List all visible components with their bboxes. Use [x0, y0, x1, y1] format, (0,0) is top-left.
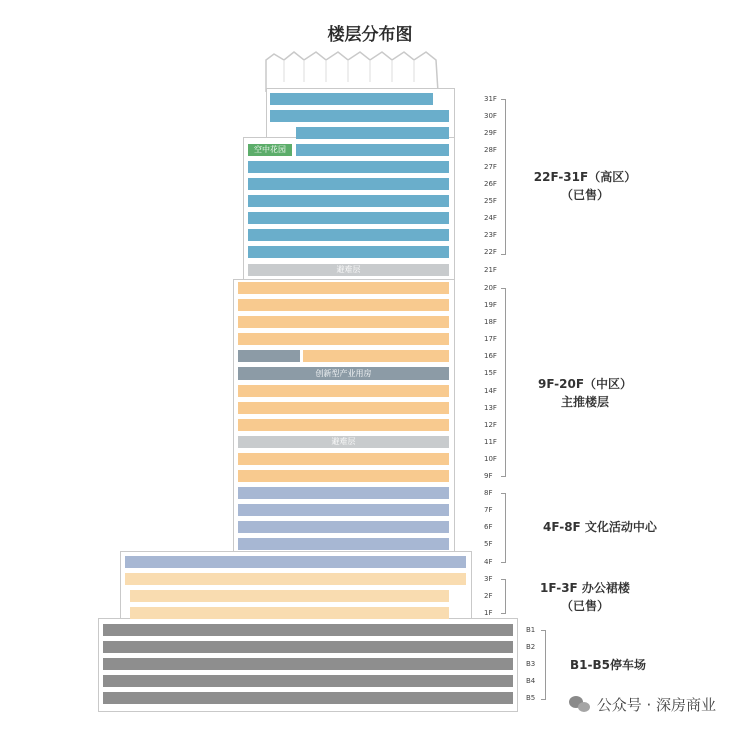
zone-bracket-mid: [501, 288, 506, 477]
zone-label-parking: [548, 656, 668, 674]
refuge-label-11f: 避难层: [331, 437, 356, 446]
watermark-text: 公众号 · 深房商业: [596, 696, 716, 714]
wechat-icon: [569, 696, 591, 714]
floor-band-10f[interactable]: [238, 453, 449, 465]
floor-label: 10F: [484, 455, 497, 463]
floor-band-24f[interactable]: [248, 212, 449, 224]
floor-label: 27F: [484, 163, 497, 171]
floor-label: 22F: [484, 248, 497, 256]
floor-band-19f[interactable]: [238, 299, 449, 311]
floor-label: B4: [526, 677, 536, 685]
floor-band-9f[interactable]: [238, 470, 449, 482]
floor-label: 11F: [484, 438, 497, 446]
floor-band-15f-innovation[interactable]: [238, 367, 449, 380]
floor-label: 9F: [484, 472, 493, 480]
floor-label: B2: [526, 643, 536, 651]
floor-band-30f[interactable]: [270, 110, 449, 122]
floor-label: 1F: [484, 609, 493, 617]
floor-band-8f[interactable]: [238, 487, 449, 499]
refuge-label-21f: 避难层: [336, 265, 361, 274]
floor-label: 30F: [484, 112, 497, 120]
zone-label-mid: [510, 375, 660, 411]
floor-label: 15F: [484, 369, 497, 377]
tower-high-outline: [243, 137, 455, 280]
floor-band-b3[interactable]: [103, 658, 513, 670]
floor-band-5f[interactable]: [238, 538, 449, 550]
zone-label-culture: [510, 518, 690, 536]
crown-outline: [264, 48, 440, 92]
floor-band-16f[interactable]: [303, 350, 449, 362]
floor-band-b2[interactable]: [103, 641, 513, 653]
zone-high-line1: 22F-31F（高区）: [533, 170, 637, 184]
zone-bracket-parking: [541, 630, 546, 700]
floor-label: 2F: [484, 592, 493, 600]
floor-label: 16F: [484, 352, 497, 360]
floor-label: 23F: [484, 231, 497, 239]
floor-band-4f[interactable]: [125, 556, 466, 568]
floor-label: 3F: [484, 575, 493, 583]
floor-band-31f[interactable]: [270, 93, 433, 105]
floor-label: 12F: [484, 421, 497, 429]
zone-label-office: [510, 579, 660, 615]
floor-band-6f[interactable]: [238, 521, 449, 533]
floor-band-23f[interactable]: [248, 229, 449, 241]
floor-label: 26F: [484, 180, 497, 188]
floor-label: 21F: [484, 266, 497, 274]
floor-label: 31F: [484, 95, 497, 103]
floor-label: B3: [526, 660, 536, 668]
floor-band-b4[interactable]: [103, 675, 513, 687]
floor-label: 4F: [484, 558, 493, 566]
floor-label: 19F: [484, 301, 497, 309]
zone-bracket-office: [501, 579, 506, 614]
floor-label: 28F: [484, 146, 497, 154]
floor-band-3f[interactable]: [125, 573, 466, 585]
floor-band-17f[interactable]: [238, 333, 449, 345]
zone-office-line2: （已售）: [560, 599, 609, 613]
floor-label: 8F: [484, 489, 493, 497]
zone-office-line1: 1F-3F 办公裙楼: [540, 581, 630, 595]
zone-parking-line1: B1-B5停车场: [570, 658, 646, 672]
floor-band-16f-innovation[interactable]: [238, 350, 300, 362]
floor-band-27f[interactable]: [248, 161, 449, 173]
diagram-title: 楼层分布图: [327, 25, 413, 45]
sky-garden-tag: 空中花园: [248, 144, 292, 156]
watermark: [569, 694, 716, 715]
floor-band-13f[interactable]: [238, 402, 449, 414]
floor-label: 25F: [484, 197, 497, 205]
innovation-label-15f: 创新型产业用房: [315, 369, 372, 378]
zone-bracket-high: [501, 99, 506, 255]
floor-label: 6F: [484, 523, 493, 531]
floor-band-21f-refuge[interactable]: [248, 264, 449, 276]
floor-label: 14F: [484, 387, 497, 395]
floor-label: 24F: [484, 214, 497, 222]
floor-label: 5F: [484, 540, 493, 548]
zone-culture-line1: 4F-8F 文化活动中心: [543, 520, 657, 534]
floor-label: 17F: [484, 335, 497, 343]
floor-band-25f[interactable]: [248, 195, 449, 207]
floor-band-b5[interactable]: [103, 692, 513, 704]
floor-label: 7F: [484, 506, 493, 514]
floor-band-26f[interactable]: [248, 178, 449, 190]
floor-band-11f-refuge[interactable]: [238, 436, 449, 448]
floor-band-12f[interactable]: [238, 419, 449, 431]
floor-band-1f[interactable]: [130, 607, 449, 619]
zone-label-high: [510, 168, 660, 204]
floor-band-2f[interactable]: [130, 590, 449, 602]
floor-band-20f[interactable]: [238, 282, 449, 294]
floor-band-28f[interactable]: [296, 144, 449, 156]
zone-bracket-culture: [501, 493, 506, 563]
floor-label: 29F: [484, 129, 497, 137]
floor-band-b1[interactable]: [103, 624, 513, 636]
floor-band-18f[interactable]: [238, 316, 449, 328]
floor-label: 18F: [484, 318, 497, 326]
floor-band-22f[interactable]: [248, 246, 449, 258]
zone-mid-line1: 9F-20F（中区）: [537, 377, 633, 391]
zone-mid-line2: 主推楼层: [560, 395, 609, 409]
floor-band-7f[interactable]: [238, 504, 449, 516]
floor-label: B5: [526, 694, 536, 702]
floor-band-29f[interactable]: [296, 127, 449, 139]
floor-label: 13F: [484, 404, 497, 412]
floor-label: 20F: [484, 284, 497, 292]
zone-high-line2: （已售）: [560, 188, 609, 202]
floor-band-14f[interactable]: [238, 385, 449, 397]
floor-label: B1: [526, 626, 536, 634]
